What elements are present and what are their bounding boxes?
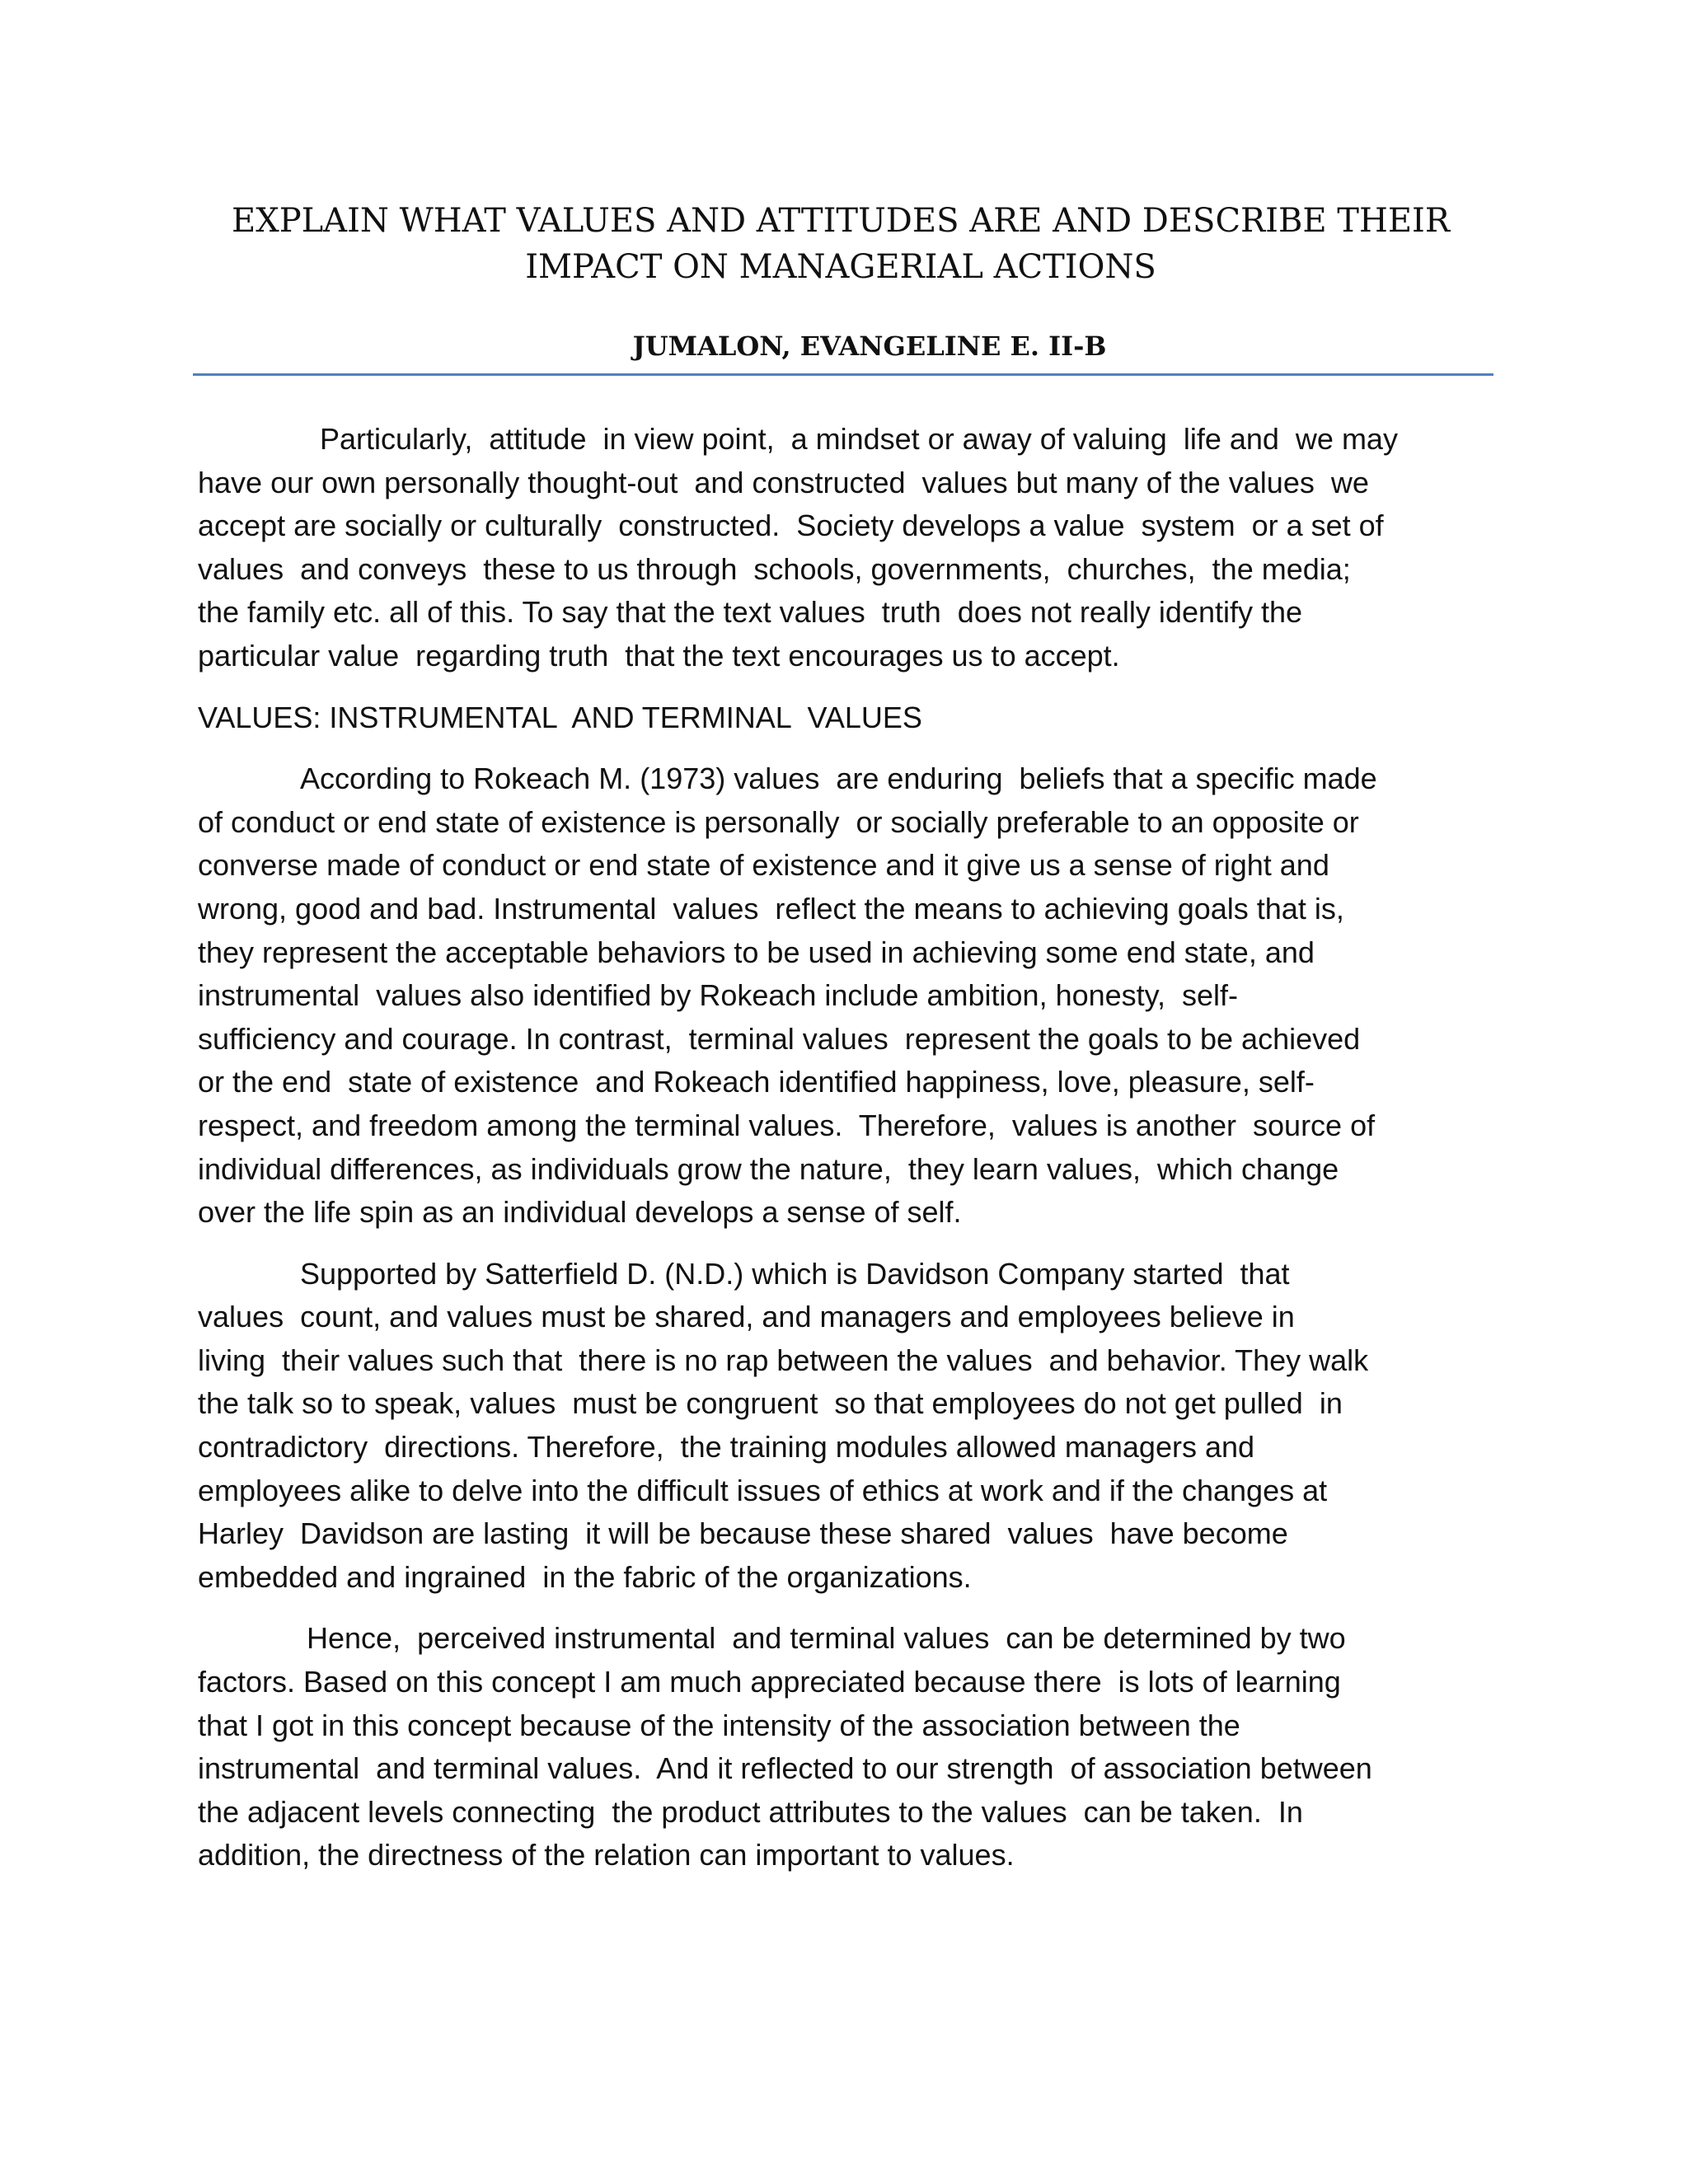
text-line: accept are socially or culturally constructed. Society develops a value system or a set of xyxy=(198,509,1384,543)
title-line: IMPACT ON MANAGERIAL ACTIONS xyxy=(525,248,1156,286)
text-line: converse made of conduct or end state of existence and it give us a sense of right and xyxy=(198,848,1329,883)
text-line: living their values such that there is no rap between the values and behavior. They walk xyxy=(198,1343,1369,1377)
text-line: values count, and values must be shared, and managers and employees believe in xyxy=(198,1300,1295,1334)
text-line: contradictory directions. Therefore, the training modules allowed managers and xyxy=(198,1430,1255,1465)
paragraph-rokeach xyxy=(198,757,1492,1235)
text-line: have our own personally thought-out and constructed values but many of the values we xyxy=(198,465,1369,499)
text-line: or the end state of existence and Rokeach identified happiness, love, pleasure, self- xyxy=(198,1065,1315,1099)
text-line: individual differences, as individuals grow the nature, they learn values, which change xyxy=(198,1151,1339,1186)
section-heading-text: VALUES: INSTRUMENTAL AND TERMINAL VALUES xyxy=(198,700,922,734)
text-line: employees alike to delve into the difficult issues of ethics at work and if the changes at xyxy=(198,1473,1328,1507)
document-body xyxy=(198,418,1492,1877)
text-line: respect, and freedom among the terminal values. Therefore, values is another source of xyxy=(198,1108,1376,1142)
text-line: Harley Davidson are lasting it will be because these shared values have become xyxy=(198,1516,1288,1551)
text-line: factors. Based on this concept I am much appreciated because there is lots of learning xyxy=(198,1665,1341,1699)
text-line: addition, the directness of the relation can important to values. xyxy=(198,1838,1015,1872)
paragraph-conclusion xyxy=(198,1617,1492,1877)
text-line: Particularly, attitude in view point, a mindset or away of valuing life and we may xyxy=(320,422,1398,456)
text-line: instrumental and terminal values. And it reflected to our strength of association between xyxy=(198,1751,1372,1786)
text-line: Hence, perceived instrumental and terminal values can be determined by two xyxy=(307,1621,1346,1656)
text-line: instrumental values also identified by Rokeach include ambition, honesty, self- xyxy=(198,978,1239,1013)
text-line: over the life spin as an individual develops a sense of self. xyxy=(198,1195,962,1230)
paragraph-intro xyxy=(198,418,1492,678)
text-line: sufficiency and courage. In contrast, terminal values represent the goals to be achieved xyxy=(198,1021,1361,1056)
author-line: JUMALON, EVANGELINE E. II-B xyxy=(632,330,1107,362)
text-line: Supported by Satterfield D. (N.D.) which is Davidson Company started that xyxy=(300,1256,1290,1291)
section-heading xyxy=(198,696,1492,740)
text-line: embedded and ingrained in the fabric of the organizations. xyxy=(198,1559,972,1594)
document-title xyxy=(190,198,1492,290)
text-line: particular value regarding truth that the text encourages us to accept. xyxy=(198,638,1120,673)
text-line: the talk so to speak, values must be congruent so that employees do not get pulled in xyxy=(198,1386,1343,1421)
text-line: they represent the acceptable behaviors to be used in achieving some end state, and xyxy=(198,935,1315,969)
text-line: According to Rokeach M. (1973) values are enduring beliefs that a specific made xyxy=(300,762,1377,796)
text-line: values and conveys these to us through schools, governments, churches, the media; xyxy=(198,551,1351,586)
text-line: the family etc. all of this. To say that the text values truth does not really identify the xyxy=(198,595,1303,630)
paragraph-satterfield xyxy=(198,1253,1492,1600)
title-line: EXPLAIN WHAT VALUES AND ATTITUDES ARE AND DESCRIBE THEIR xyxy=(232,202,1450,240)
text-line: of conduct or end state of existence is personally or socially preferable to an opposite or xyxy=(198,804,1359,839)
text-line: that I got in this concept because of the intensity of the association between the xyxy=(198,1708,1240,1742)
text-line: wrong, good and bad. Instrumental values reflect the means to achieving goals that is, xyxy=(198,891,1344,926)
text-line: the adjacent levels connecting the product attributes to the values can be taken. In xyxy=(198,1794,1303,1829)
title-divider xyxy=(193,373,1493,376)
